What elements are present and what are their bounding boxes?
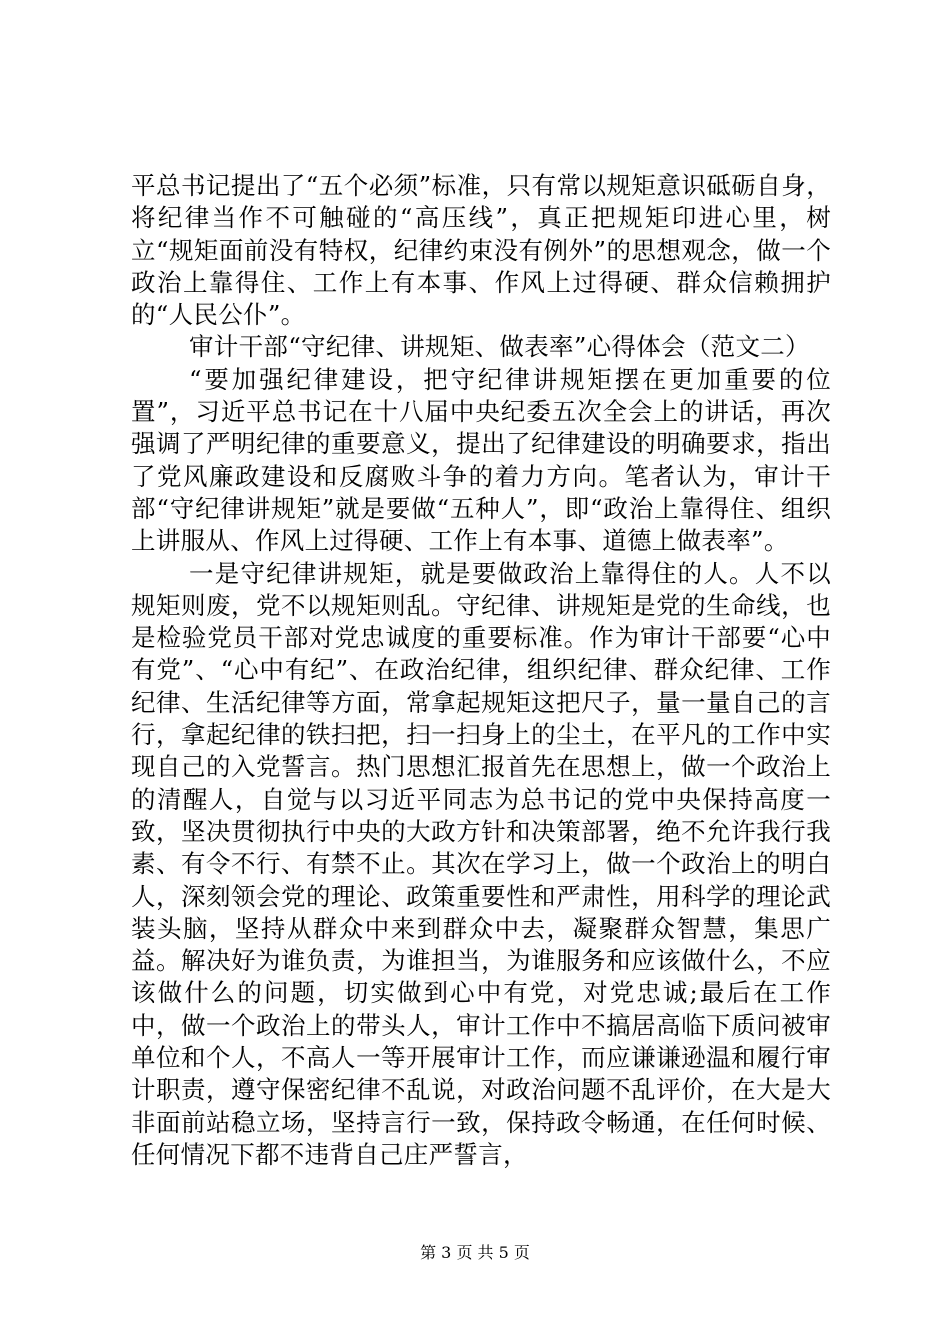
total-pages: 共 5 页 [477,1243,530,1262]
page-number: 第 3 页 [420,1243,473,1262]
paragraph-continuation: 平总书记提出了“五个必须”标准，只有常以规矩意识砥砺自身，将纪律当作不可触碰的“高压线”，真正把规矩印进心里，树立“规矩面前没有特权，纪律约束没有例外”的思想观念，做一个政治上靠得住、工作上有本事、作风上过得硬、群众信赖拥护的“人民公仆”。 [131,171,831,330]
page-footer [0,1243,950,1263]
paragraph-point-one: 一是守纪律讲规矩，就是要做政治上靠得住的人。人不以规矩则废，党不以规矩则乱。守纪律、讲规矩是党的生命线，也是检验党员干部对党忠诚度的重要标准。作为审计干部要“心中有党”、“心中有纪”、在政治纪律，组织纪律、群众纪律、工作纪律、生活纪律等方面，常拿起规矩这把尺子，量一量自己的言行，拿起纪律的铁扫把，扫一扫身上的尘土，在平凡的工作中实现自己的入党誓言。热门思想汇报首先在思想上，做一个政治上的清醒人，自觉与以习近平同志为总书记的党中央保持高度一致，坚决贯彻执行中央的大政方针和决策部署，绝不允许我行我素、有令不行、有禁不止。其次在学习上，做一个政治上的明白人，深刻领会党的理论、政策重要性和严肃性，用科学的理论武装头脑，坚持从群众中来到群众中去，凝聚群众智慧，集思广益。解决好为谁负责，为谁担当，为谁服务和应该做什么，不应该做什么的问题，切实做到心中有党，对党忠诚;最后在工作中，做一个政治上的带头人，审计工作中不搞居高临下质问被审单位和个人，不高人一等开展审计工作，而应谦谦逊温和履行审计职责，遵守保密纪律不乱说，对政治问题不乱评价，在大是大非面前站稳立场，坚持言行一致，保持政令畅通，在任何时候、任何情况下都不违背自己庄严誓言， [131,558,832,1169]
document-body [131,170,831,1171]
section-heading: 审计干部“守纪律、讲规矩、做表率”心得体会（范文二） [189,332,810,362]
paragraph-intro: “要加强纪律建设，把守纪律讲规矩摆在更加重要的位置”，习近平总书记在十八届中央纪委五次全会上的讲话，再次强调了严明纪律的重要意义，提出了纪律建设的明确要求，指出了党风廉政建设和反腐败斗争的着力方向。笔者认为，审计干部“守纪律讲规矩”就是要做“五种人”，即“政治上靠得住、组织上讲服从、作风上过得硬、工作上有本事、道德上做表率”。 [131,364,832,556]
